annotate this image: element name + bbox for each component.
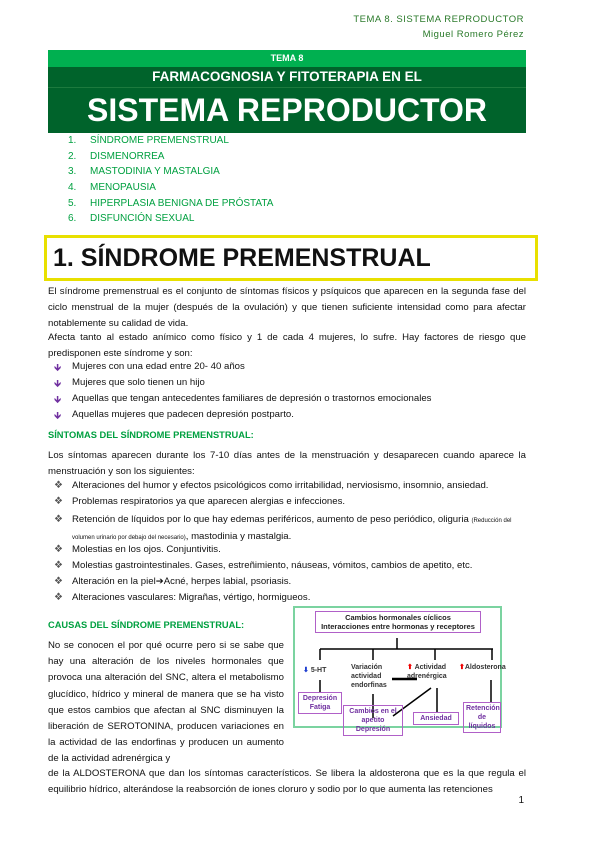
symptom-item [54,496,346,507]
toc-number: 5. [68,197,77,209]
risk-item [54,393,432,406]
risk-item [54,409,294,422]
toc-label: HIPERPLASIA BENIGNA DE PRÓSTATA [90,197,274,209]
symptom-text: Alteraciones del humor y efectos psicológicos como irritabilidad, nerviosismo, insomnio, ansiedad. [72,480,489,491]
toc-number: 4. [68,182,77,194]
toc-item[interactable] [68,151,273,167]
banner-title: SISTEMA REPRODUCTOR [48,88,526,133]
toc-number: 1. [68,135,77,146]
symptom-text: Alteraciones vasculares: Migrañas, vértigo, hormigueos. [72,592,311,603]
toc-label: MASTODINIA Y MASTALGIA [90,166,220,178]
symptom-item [54,576,292,587]
toc-label: MENOPAUSIA [90,182,156,194]
diagram-subtitle: Interacciones entre hormonas y receptores [321,622,475,631]
risk-text: Mujeres con una edad entre 20- 40 años [72,361,245,372]
toc-item[interactable] [68,198,273,214]
arrow-down-icon: ⬇ [303,667,309,674]
arrow-down-bullet-icon: 🡻 [54,363,62,374]
toc-item[interactable] [68,135,273,151]
symptom-text: Problemas respiratorios ya que aparecen alergias e infecciones. [72,496,346,507]
header-topic: TEMA 8. SISTEMA REPRODUCTOR [353,14,524,25]
header-author: Miguel Romero Pérez [422,29,524,40]
banner-subtitle: FARMACOGNOSIA Y FITOTERAPIA EN EL [48,67,526,88]
page-number: 1 [518,795,524,806]
intro-paragraph: El síndrome premenstrual es el conjunto de síntomas físicos y psíquicos que aparecen en la segunda fase del ciclo menstrual de la mujer (después de la ovulación) y que tienen suficiente intensidad como para afectar notablemente su calidad de vida. [48,286,526,329]
toc-item[interactable] [68,166,273,182]
toc-label: DISFUNCIÓN SEXUAL [90,213,195,225]
symptom-item [54,480,489,491]
diagram-title-box [315,611,481,633]
diamond-bullet-icon: ❖ [54,544,63,555]
symptom-item [54,512,527,546]
adrenergic-label [407,663,457,681]
anxiety-box: Ansiedad [413,712,459,725]
retention-box: Retención de líquidos [463,702,501,733]
symptom-item [54,544,221,555]
arrow-down-bullet-icon: 🡻 [54,411,62,422]
arrow-down-bullet-icon: 🡻 [54,395,62,406]
toc-number: 2. [68,150,77,162]
adrenergic-text: Actividad adrenérgica [407,664,447,680]
toc-number: 3. [68,166,77,178]
symptom-text: Molestias gastrointestinales. Gases, estreñimiento, náuseas, vómitos, cambios de apetito, etc. [72,560,473,571]
toc-label: SÍNDROME PREMENSTRUAL [90,135,229,146]
title-banner [48,50,526,133]
diagram-title: Cambios hormonales cíclicos [345,613,451,622]
symptom-text: Molestias en los ojos. Conjuntivitis. [72,544,221,555]
causes-paragraph: No se conocen el por qué ocurre pero si se sabe que hay una alteración de los niveles hormonales que provoca una alteración del SNC, altera el metabolismo glucídico, hídrico y mineral de manera que se ha visto que estos cambios que afectan al SNC disminuyen la liberación de SEROTONINA, producen variaciones en la actividad de las endorfinas y producen un aumento de la actividad adrenérgica y [48,640,284,765]
causes-paragraph-2: de la ALDOSTERONA que dan los síntomas característicos. Se libera la aldosterona que es la que regula el equilibrio hídrico, alterándose la reabsorción de iones cloruro y sodio por lo que aumenta las retenciones [48,768,526,795]
serotonin-text: 5-HT [310,667,327,674]
oliguria-note: (Reducción del volumen urinario por debajo del necesario) [72,518,512,541]
symptoms-heading: SÍNTOMAS DEL SÍNDROME PREMENSTRUAL: [48,430,254,440]
risk-text: Aquellas que tengan antecedentes familiares de depresión o trastornos emocionales [72,393,432,404]
serotonin-label [303,666,326,675]
symptom-text-tail: , mastodinia y mastalgia. [185,531,292,542]
toc-number: 6. [68,213,77,225]
endorphins-label: Variación actividad endorfinas [351,664,387,689]
arrow-up-icon: ⬆ [407,664,413,671]
causes-heading: CAUSAS DEL SÍNDROME PREMENSTRUAL: [48,620,245,630]
symptom-text: Retención de líquidos por lo que hay edemas periféricos, aumento de peso periódico, oliguria [72,514,469,525]
diamond-bullet-icon: ❖ [54,592,63,603]
symptom-item [54,592,311,603]
symptom-item [54,560,473,571]
risk-text: Aquellas mujeres que padecen depresión postparto. [72,409,294,420]
aldosterone-label [459,663,506,672]
diamond-bullet-icon: ❖ [54,560,63,571]
toc-item[interactable] [68,182,273,198]
risk-item [54,361,245,374]
diamond-bullet-icon: ❖ [54,496,63,507]
section-heading: 1. SÍNDROME PREMENSTRUAL [44,235,538,281]
table-of-contents [68,135,273,229]
arrow-up-icon: ⬆ [459,664,465,671]
toc-label: DISMENORREA [90,150,165,162]
risk-item [54,377,205,390]
hormonal-changes-diagram [293,606,506,733]
diamond-bullet-icon: ❖ [54,480,63,491]
banner-tema: TEMA 8 [48,50,526,67]
risk-text: Mujeres que solo tienen un hijo [72,377,205,388]
appetite-box: Cambios en el apetito Depresión [343,705,403,736]
diamond-bullet-icon: ❖ [54,576,63,587]
diamond-bullet-icon: ❖ [54,514,63,525]
depression-box: Depresión Fatiga [298,692,342,714]
aldosterone-text: Aldosterona [464,664,506,671]
symptoms-intro: Los síntomas aparecen durante los 7-10 días antes de la menstruación y desaparecen cuando aparece la menstruación y son los siguientes: [48,450,526,477]
intro-paragraph-2: Afecta tanto al estado anímico como físico y 1 de cada 4 mujeres, lo sufre. Hay factores de riesgo que predisponen este síndrome y son: [48,332,526,359]
arrow-down-bullet-icon: 🡻 [54,379,62,390]
toc-item[interactable] [68,213,273,229]
symptom-text: Alteración en la piel➔Acné, herpes labial, psoriasis. [72,576,292,587]
